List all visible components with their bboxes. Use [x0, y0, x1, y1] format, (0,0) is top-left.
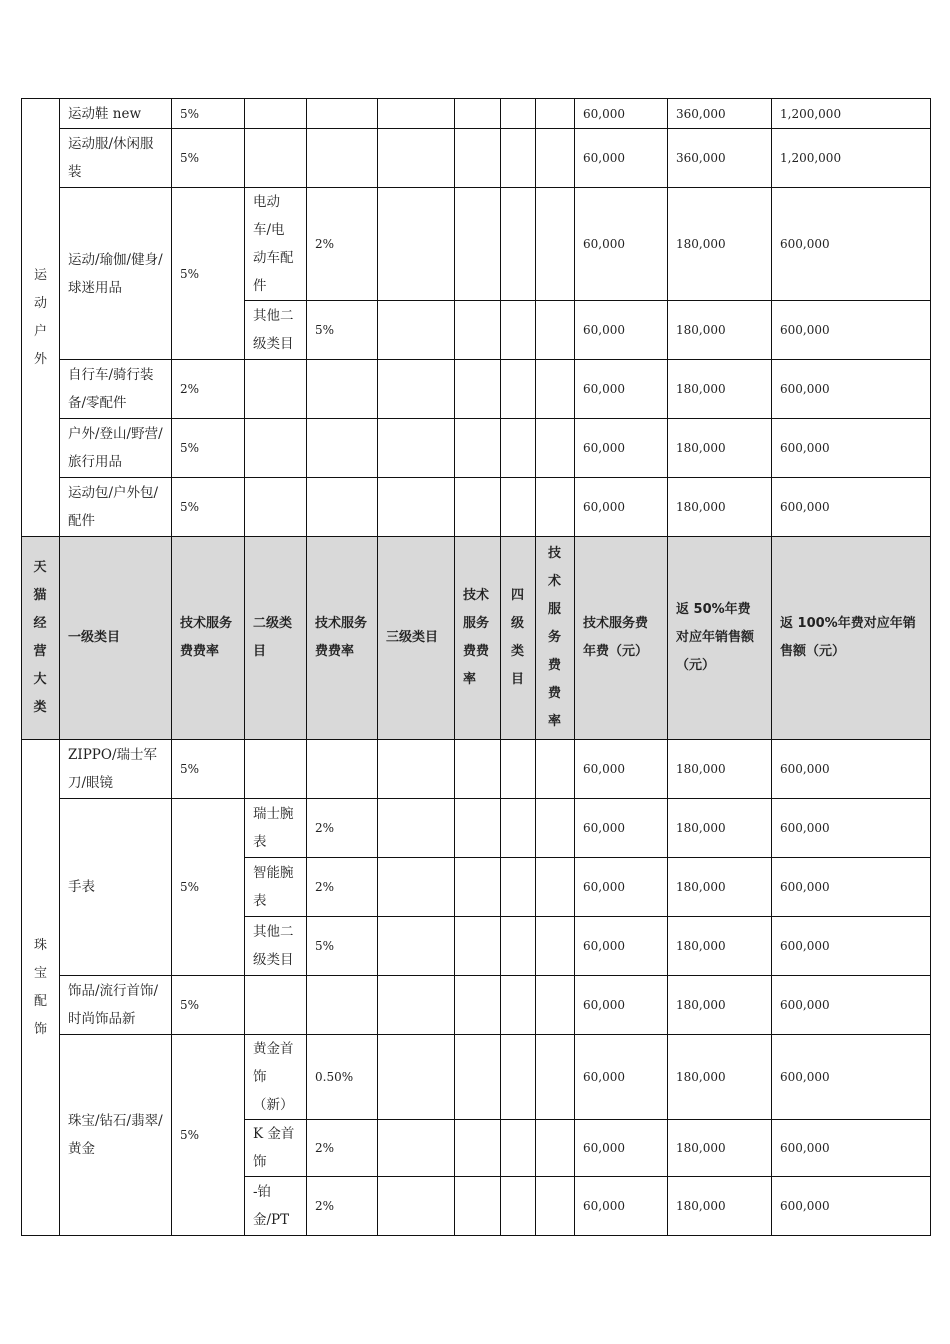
- rate3-cell: [455, 917, 501, 976]
- annual-fee-cell: 60,000: [575, 740, 668, 799]
- refund100-cell: 600,000: [772, 478, 931, 537]
- level2-cell: [245, 740, 307, 799]
- rate2-cell: 5%: [307, 917, 378, 976]
- refund50-cell: 180,000: [668, 360, 772, 419]
- level3-cell: [378, 740, 455, 799]
- rate1-cell: 5%: [172, 478, 245, 537]
- refund100-cell: 600,000: [772, 917, 931, 976]
- level1-cell: 运动/瑜伽/健身/球迷用品: [60, 188, 172, 360]
- rate4-cell: [536, 188, 575, 301]
- level2-cell: [245, 129, 307, 188]
- level3-cell: [378, 360, 455, 419]
- rate4-cell: [536, 740, 575, 799]
- annual-fee-cell: 60,000: [575, 360, 668, 419]
- level2-cell: [245, 976, 307, 1035]
- annual-fee-cell: 60,000: [575, 478, 668, 537]
- level4-cell: [501, 419, 536, 478]
- level4-cell: [501, 478, 536, 537]
- rate4-cell: [536, 301, 575, 360]
- rate4-cell: [536, 917, 575, 976]
- refund100-cell: 600,000: [772, 188, 931, 301]
- main-category-cell: 珠宝配饰: [22, 740, 60, 1236]
- level4-cell: [501, 917, 536, 976]
- rate3-cell: [455, 1120, 501, 1177]
- level1-cell: 运动鞋 new: [60, 99, 172, 129]
- refund100-cell: 600,000: [772, 301, 931, 360]
- annual-fee-cell: 60,000: [575, 1120, 668, 1177]
- level1-cell: ZIPPO/瑞士军刀/眼镜: [60, 740, 172, 799]
- header-refund100: 返 100%年费对应年销售额（元）: [772, 537, 931, 740]
- refund100-cell: 600,000: [772, 1177, 931, 1236]
- table-row: [22, 419, 931, 478]
- rate2-cell: 2%: [307, 799, 378, 858]
- level1-cell: 手表: [60, 799, 172, 976]
- level4-cell: [501, 301, 536, 360]
- table-row: [22, 976, 931, 1035]
- refund50-cell: 360,000: [668, 99, 772, 129]
- header-rate4: 技术服务费费率: [536, 537, 575, 740]
- rate3-cell: [455, 478, 501, 537]
- header-row: [22, 537, 931, 740]
- rate2-cell: 2%: [307, 1177, 378, 1236]
- fee-table: [21, 98, 931, 1236]
- refund100-cell: 600,000: [772, 1035, 931, 1120]
- annual-fee-cell: 60,000: [575, 976, 668, 1035]
- refund50-cell: 180,000: [668, 1177, 772, 1236]
- rate3-cell: [455, 799, 501, 858]
- level3-cell: [378, 1120, 455, 1177]
- rate2-cell: [307, 360, 378, 419]
- level3-cell: [378, 917, 455, 976]
- refund100-cell: 600,000: [772, 740, 931, 799]
- level2-cell: [245, 99, 307, 129]
- level3-cell: [378, 129, 455, 188]
- refund100-cell: 600,000: [772, 1120, 931, 1177]
- annual-fee-cell: 60,000: [575, 188, 668, 301]
- refund50-cell: 180,000: [668, 301, 772, 360]
- level3-cell: [378, 419, 455, 478]
- level4-cell: [501, 1035, 536, 1120]
- level4-cell: [501, 1177, 536, 1236]
- level3-cell: [378, 799, 455, 858]
- rate3-cell: [455, 976, 501, 1035]
- annual-fee-cell: 60,000: [575, 799, 668, 858]
- rate2-cell: 2%: [307, 1120, 378, 1177]
- annual-fee-cell: 60,000: [575, 129, 668, 188]
- rate2-cell: [307, 129, 378, 188]
- rate4-cell: [536, 1177, 575, 1236]
- table-row: [22, 129, 931, 188]
- refund100-cell: 600,000: [772, 976, 931, 1035]
- level1-cell: 饰品/流行首饰/时尚饰品新: [60, 976, 172, 1035]
- refund100-cell: 1,200,000: [772, 99, 931, 129]
- header-level4: 四级类目: [501, 537, 536, 740]
- level2-cell: 瑞士腕表: [245, 799, 307, 858]
- header-rate1: 技术服务费费率: [172, 537, 245, 740]
- level3-cell: [378, 301, 455, 360]
- rate2-cell: [307, 740, 378, 799]
- refund50-cell: 180,000: [668, 419, 772, 478]
- table-row: [22, 740, 931, 799]
- rate3-cell: [455, 1035, 501, 1120]
- level3-cell: [378, 858, 455, 917]
- refund50-cell: 180,000: [668, 917, 772, 976]
- rate4-cell: [536, 1035, 575, 1120]
- rate4-cell: [536, 799, 575, 858]
- refund50-cell: 180,000: [668, 858, 772, 917]
- rate1-cell: 5%: [172, 99, 245, 129]
- rate2-cell: [307, 478, 378, 537]
- rate2-cell: 0.50%: [307, 1035, 378, 1120]
- refund100-cell: 600,000: [772, 360, 931, 419]
- level4-cell: [501, 360, 536, 419]
- level2-cell: [245, 360, 307, 419]
- rate2-cell: 2%: [307, 188, 378, 301]
- refund100-cell: 600,000: [772, 799, 931, 858]
- refund100-cell: 600,000: [772, 858, 931, 917]
- level1-cell: 自行车/骑行装备/零配件: [60, 360, 172, 419]
- rate1-cell: 5%: [172, 976, 245, 1035]
- header-rate2: 技术服务费费率: [307, 537, 378, 740]
- annual-fee-cell: 60,000: [575, 1177, 668, 1236]
- rate4-cell: [536, 478, 575, 537]
- level3-cell: [378, 99, 455, 129]
- level4-cell: [501, 976, 536, 1035]
- rate1-cell: 5%: [172, 188, 245, 360]
- level2-cell: 黄金首饰（新）: [245, 1035, 307, 1120]
- annual-fee-cell: 60,000: [575, 1035, 668, 1120]
- refund50-cell: 180,000: [668, 976, 772, 1035]
- table-row: [22, 360, 931, 419]
- header-level3: 三级类目: [378, 537, 455, 740]
- header-main-category: 天猫经营大类: [22, 537, 60, 740]
- rate2-cell: 2%: [307, 858, 378, 917]
- level3-cell: [378, 478, 455, 537]
- header-level2: 二级类目: [245, 537, 307, 740]
- level3-cell: [378, 1035, 455, 1120]
- rate4-cell: [536, 976, 575, 1035]
- rate1-cell: 5%: [172, 129, 245, 188]
- rate4-cell: [536, 360, 575, 419]
- rate2-cell: [307, 99, 378, 129]
- level4-cell: [501, 1120, 536, 1177]
- rate3-cell: [455, 188, 501, 301]
- level2-cell: K 金首饰: [245, 1120, 307, 1177]
- rate3-cell: [455, 1177, 501, 1236]
- rate3-cell: [455, 129, 501, 188]
- refund100-cell: 600,000: [772, 419, 931, 478]
- rate1-cell: 5%: [172, 419, 245, 478]
- refund50-cell: 360,000: [668, 129, 772, 188]
- refund50-cell: 180,000: [668, 799, 772, 858]
- level1-cell: 户外/登山/野营/旅行用品: [60, 419, 172, 478]
- table-row: [22, 99, 931, 129]
- level3-cell: [378, 1177, 455, 1236]
- annual-fee-cell: 60,000: [575, 917, 668, 976]
- table-row: [22, 799, 931, 858]
- rate4-cell: [536, 129, 575, 188]
- level3-cell: [378, 188, 455, 301]
- rate3-cell: [455, 419, 501, 478]
- rate2-cell: [307, 976, 378, 1035]
- rate1-cell: 5%: [172, 799, 245, 976]
- rate3-cell: [455, 360, 501, 419]
- annual-fee-cell: 60,000: [575, 99, 668, 129]
- rate1-cell: 5%: [172, 1035, 245, 1236]
- level2-cell: 电动车/电动车配件: [245, 188, 307, 301]
- level2-cell: -铂金/PT: [245, 1177, 307, 1236]
- level2-cell: [245, 478, 307, 537]
- level3-cell: [378, 976, 455, 1035]
- table-row: [22, 478, 931, 537]
- annual-fee-cell: 60,000: [575, 419, 668, 478]
- level1-cell: 运动服/休闲服装: [60, 129, 172, 188]
- table-row: [22, 188, 931, 301]
- level4-cell: [501, 188, 536, 301]
- level4-cell: [501, 858, 536, 917]
- level1-cell: 运动包/户外包/配件: [60, 478, 172, 537]
- rate3-cell: [455, 99, 501, 129]
- refund50-cell: 180,000: [668, 188, 772, 301]
- header-refund50: 返 50%年费对应年销售额（元）: [668, 537, 772, 740]
- annual-fee-cell: 60,000: [575, 301, 668, 360]
- refund50-cell: 180,000: [668, 1120, 772, 1177]
- level4-cell: [501, 99, 536, 129]
- table-row: [22, 1035, 931, 1120]
- rate3-cell: [455, 858, 501, 917]
- rate1-cell: 2%: [172, 360, 245, 419]
- rate3-cell: [455, 740, 501, 799]
- level4-cell: [501, 799, 536, 858]
- rate3-cell: [455, 301, 501, 360]
- refund50-cell: 180,000: [668, 1035, 772, 1120]
- rate1-cell: 5%: [172, 740, 245, 799]
- header-annual-fee: 技术服务费年费（元）: [575, 537, 668, 740]
- rate4-cell: [536, 1120, 575, 1177]
- level4-cell: [501, 740, 536, 799]
- level2-cell: 其他二级类目: [245, 301, 307, 360]
- level2-cell: 其他二级类目: [245, 917, 307, 976]
- level1-cell: 珠宝/钻石/翡翠/黄金: [60, 1035, 172, 1236]
- annual-fee-cell: 60,000: [575, 858, 668, 917]
- refund100-cell: 1,200,000: [772, 129, 931, 188]
- refund50-cell: 180,000: [668, 740, 772, 799]
- refund50-cell: 180,000: [668, 478, 772, 537]
- header-level1: 一级类目: [60, 537, 172, 740]
- rate4-cell: [536, 419, 575, 478]
- level4-cell: [501, 129, 536, 188]
- rate4-cell: [536, 858, 575, 917]
- level2-cell: 智能腕表: [245, 858, 307, 917]
- rate2-cell: [307, 419, 378, 478]
- header-rate3: 技术服务费费率: [455, 537, 501, 740]
- rate4-cell: [536, 99, 575, 129]
- level2-cell: [245, 419, 307, 478]
- main-category-cell: 运动户外: [22, 99, 60, 537]
- rate2-cell: 5%: [307, 301, 378, 360]
